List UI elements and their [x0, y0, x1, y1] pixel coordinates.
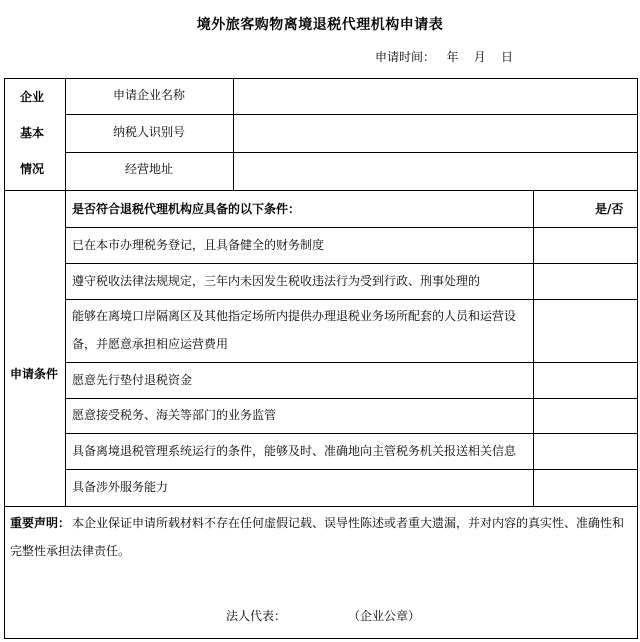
taxpayer-id-field[interactable]	[240, 123, 630, 141]
legal-representative-field[interactable]	[290, 607, 340, 625]
answer-header: 是/否	[595, 202, 624, 216]
table-bottom-border	[4, 638, 638, 639]
conditions-section-label: 申请条件	[10, 367, 59, 381]
form-title: 境外旅客购物离境退税代理机构申请表	[196, 17, 444, 33]
section-divider	[4, 506, 638, 507]
company-seal-label: （企业公章）	[348, 609, 421, 623]
enterprise-section-label: 企业	[20, 90, 45, 104]
row-divider	[65, 299, 637, 300]
condition-item-continued: 备，并愿意承担相应运营费用	[72, 337, 229, 351]
condition-item: 具备离境退税管理系统运行的条件，能够及时、准确地向主管税务机关报送相关信息	[72, 444, 517, 458]
condition-answer-field[interactable]	[540, 321, 630, 339]
condition-answer-field[interactable]	[540, 478, 630, 496]
conditions-header: 是否符合退税代理机构应具备的以下条件：	[72, 202, 301, 216]
row-divider	[65, 398, 637, 399]
row-divider	[65, 263, 637, 264]
enterprise-section-label: 基本	[20, 126, 45, 140]
company-name-label: 申请企业名称	[112, 88, 185, 102]
row-divider	[65, 114, 637, 115]
section-label-divider	[65, 78, 66, 506]
condition-answer-field[interactable]	[540, 272, 630, 290]
declaration-text-continued: 完整性承担法律责任。	[10, 544, 131, 558]
company-name-field[interactable]	[240, 86, 630, 104]
row-divider	[65, 362, 637, 363]
condition-item: 具备涉外服务能力	[72, 480, 169, 494]
table-right-border	[637, 78, 638, 639]
application-date: 申请时间： 年 月 日	[375, 50, 513, 64]
business-address-field[interactable]	[240, 160, 630, 178]
taxpayer-id-label: 纳税人识别号	[112, 125, 185, 139]
answer-column-divider	[533, 190, 534, 506]
condition-item: 遵守税收法律法规规定，三年内未因发生税收违法行为受到行政、刑事处理的	[72, 274, 481, 288]
condition-answer-field[interactable]	[540, 406, 630, 424]
condition-item: 已在本市办理税务登记，且具备健全的财务制度	[72, 238, 325, 252]
declaration-text: 本企业保证申请所载材料不存在任何虚假记载、误导性陈述或者重大遗漏，并对内容的真实性、准确性和	[72, 516, 625, 530]
field-value-divider	[233, 78, 234, 190]
table-left-border	[4, 78, 5, 639]
condition-item: 愿意接受税务、海关等部门的业务监管	[72, 408, 277, 422]
row-divider	[65, 433, 637, 434]
enterprise-section-label: 情况	[20, 162, 45, 176]
row-divider	[65, 469, 637, 470]
section-divider	[4, 190, 638, 191]
declaration-label: 重要声明：	[10, 516, 71, 530]
condition-answer-field[interactable]	[540, 236, 630, 254]
condition-item: 能够在离境口岸隔离区及其他指定场所内提供办理退税业务场所配套的人员和运营设	[72, 309, 517, 323]
row-divider	[65, 227, 637, 228]
condition-answer-field[interactable]	[540, 371, 630, 389]
condition-answer-field[interactable]	[540, 442, 630, 460]
row-divider	[65, 152, 637, 153]
table-top-border	[4, 78, 638, 79]
condition-item: 愿意先行垫付退税资金	[72, 373, 193, 387]
legal-representative-label: 法人代表：	[226, 609, 287, 623]
business-address-label: 经营地址	[124, 162, 173, 176]
